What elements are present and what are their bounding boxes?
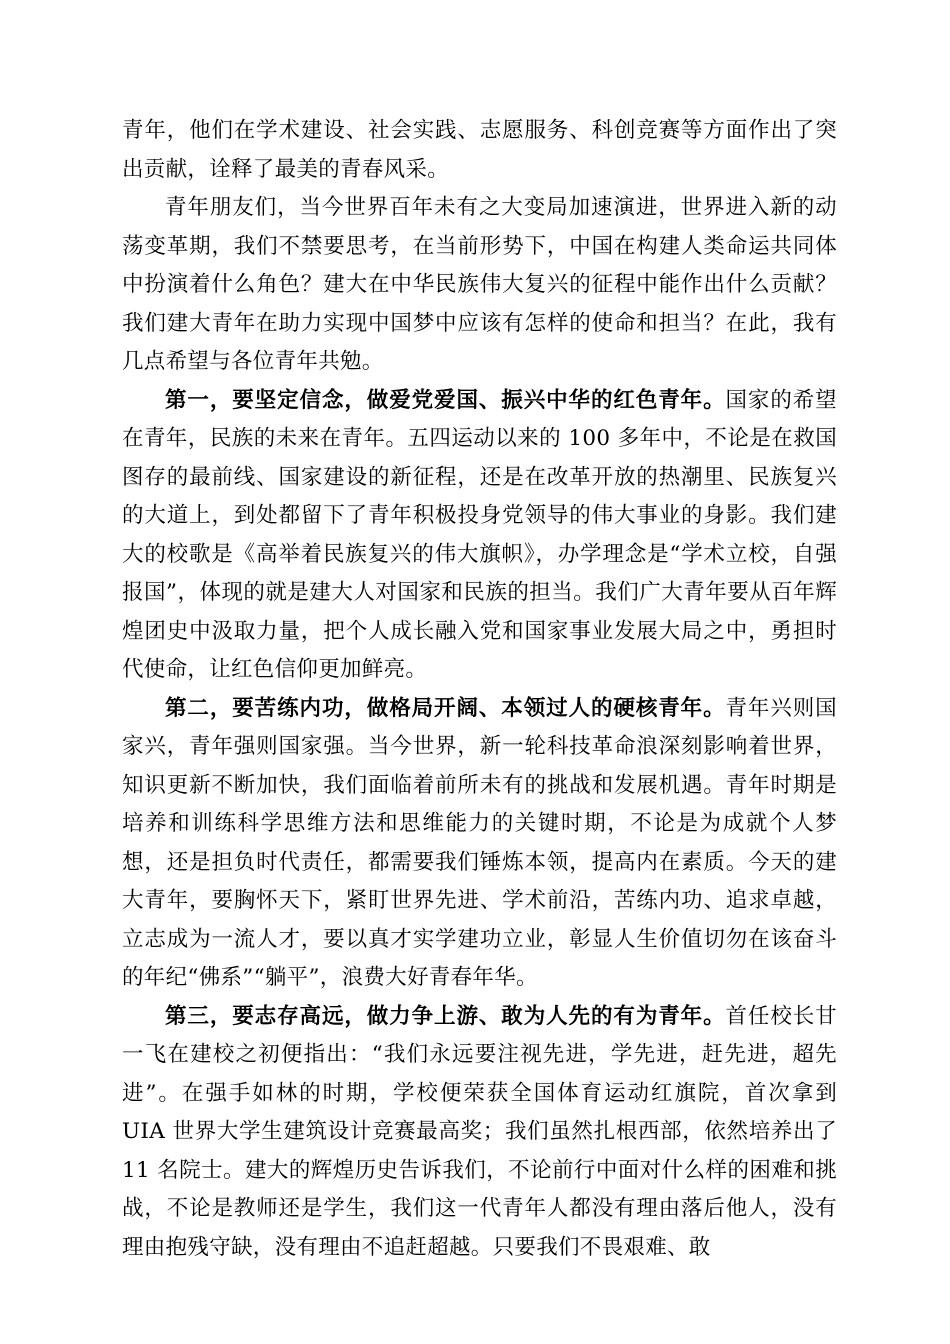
paragraph-heading: 第二，要苦练内功，做格局开阔、本领过人的硬核青年。 <box>165 695 726 721</box>
paragraph-text: 国家的希望在青年，民族的未来在青年。五四运动以来的 100 多年中，不论是在救国图存的最前线、国家建设的新征程，还是在改革开放的热潮里、民族复兴的大道上，到处都留下了青年积极投身党领导的伟大事业的身影。我们建大的校歌是《高举着民族复兴的伟大旗帜》，办学理念是“学术立校，自强报国”，体现的就是建大人对国家和民族的担当。我们广大青年要从百年辉煌团史中汲取力量，把个人成长融入党和国家事业发展大局之中，勇担时代使命，让红色信仰更加鲜亮。 <box>122 387 837 682</box>
document-page <box>122 112 837 1267</box>
paragraph-first-point <box>122 382 837 690</box>
paragraph-text: 首任校长甘一飞在建校之初便指出：“我们永远要注视先进，学先进，赶先进，超先进”。在强手如林的时期，学校便荣获全国体育运动红旗院，首次拿到 UIA 世界大学生建筑设计竞赛最高奖；我们虽然扎根西部，依然培养出了 11 名院士。建大的辉煌历史告诉我们，不论前行中面对什么样的困难和挑战，不论是教师还是学生，我们这一代青年人都没有理由落后他人，没有理由抱残守缺，没有理由不追赶超越。只要我们不畏艰难、敢 <box>122 1003 837 1260</box>
paragraph-third-point <box>122 998 837 1268</box>
paragraph-heading: 第一，要坚定信念，做爱党爱国、振兴中华的红色青年。 <box>165 387 726 413</box>
paragraph-heading: 第三，要志存高远，做力争上游、敢为人先的有为青年。 <box>165 1003 726 1029</box>
paragraph-continuation <box>122 112 837 189</box>
paragraph-text: 青年朋友们，当今世界百年未有之大变局加速演进，世界进入新的动荡变革期，我们不禁要思考，在当前形势下，中国在构建人类命运共同体中扮演着什么角色？建大在中华民族伟大复兴的征程中能作出什么贡献？我们建大青年在助力实现中国梦中应该有怎样的使命和担当？在此，我有几点希望与各位青年共勉。 <box>122 195 837 374</box>
paragraph-second-point <box>122 690 837 998</box>
paragraph-text: 青年，他们在学术建设、社会实践、志愿服务、科创竞赛等方面作出了突出贡献，诠释了最美的青春风采。 <box>122 118 837 182</box>
paragraph-intro <box>122 189 837 382</box>
paragraph-text: 青年兴则国家兴，青年强则国家强。当今世界，新一轮科技革命浪深刻影响着世界，知识更新不断加快，我们面临着前所未有的挑战和发展机遇。青年时期是培养和训练科学思维方法和思维能力的关键时期，不论是为成就个人梦想，还是担负时代责任，都需要我们锤炼本领，提高内在素质。今天的建大青年，要胸怀天下，紧盯世界先进、学术前沿，苦练内功、追求卓越，立志成为一流人才，要以真才实学建功立业，彰显人生价值切勿在该奋斗的年纪“佛系”“躺平”，浪费大好青春年华。 <box>122 695 837 990</box>
